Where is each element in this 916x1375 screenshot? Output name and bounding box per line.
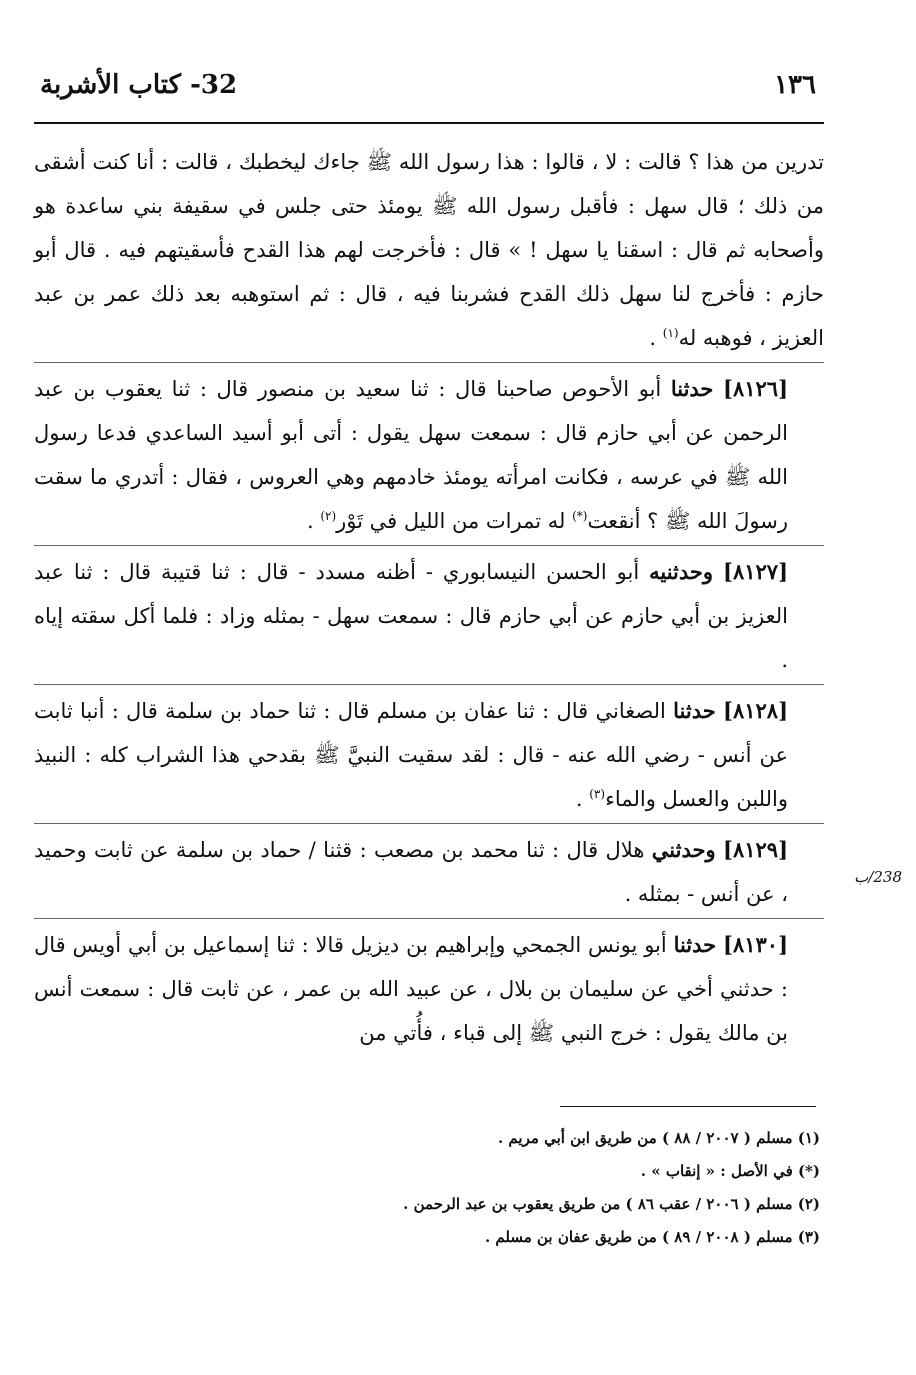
hadith-8129: [٨١٢٩] وحدثني هلال قال : ثنا محمد بن مصعب : قثنا / حماد بن سلمة عن ثابت وحميد ، عن أنس - بمثله . [34,837,788,906]
hadith-8127: [٨١٢٧] وحدثنيه أبو الحسن النيسابوري - أظنه مسدد - قال : ثنا قتيبة قال : ثنا عبد العزيز بن أبي حازم عن أبي حازم قال : سمعت سهل - بمثله وزاد : فلما أكل سقته إياه . [34,559,788,672]
footnote: (*) في الأصل : « إنقاب » . [640,1162,820,1180]
footnote-ref: (٣) [589,787,606,801]
paragraph-divider [34,918,824,919]
hadith-lead: حدثنا [670,376,714,401]
footnotes [34,1122,820,1254]
main-text [34,140,824,1055]
footnote: (٢) مسلم ( ٢٠٠٦ / عقب ٨٦ ) من طريق يعقوب بن عبد الرحمن . [403,1195,820,1213]
chapter-title: 32- كتاب الأشربة [40,70,238,100]
hadith-number: [٨١٢٧] [723,559,788,584]
paragraph-divider [34,684,824,685]
page-header [34,66,824,118]
footnote-ref: (٢) [320,509,337,523]
hadith-8130: [٨١٣٠] حدثنا أبو يونس الجمحي وإبراهيم بن ديزيل قالا : ثنا إسماعيل بن أبي أويس قال : حدثني أخي عن سليمان بن بلال ، عن عبيد الله بن عمر ، عن ثابت قال : سمعت أنس بن مالك يقول : خرج النبي ﷺ إلى قباء ، فأُتي من [34,932,788,1045]
manuscript-folio-marker: 238/ب [854,868,902,886]
hadith-number: [٨١٢٦] [723,376,788,401]
page-number: ١٣٦ [774,70,816,100]
paragraph-divider [34,362,824,363]
paragraph-divider [34,545,824,546]
hadith-number: [٨١٢٩] [723,837,788,862]
paragraph-divider [34,823,824,824]
paragraph-continuation: تدرين من هذا ؟ قالت : لا ، قالوا : هذا رسول الله ﷺ جاءك ليخطبك ، قالت : أنا كنت أشقى من ذلك ؛ قال سهل : فأقبل رسول الله ﷺ يومئذ حتى جلس في سقيفة بني ساعدة هو وأصحابه ثم قال : اسقنا يا سهل ! » قال : فأخرجت لهم هذا القدح فأسقيتهم فيه . قال أبو حازم : فأخرج لنا سهل ذلك القدح فشربنا فيه ، قال : ثم استوهبه بعد ذلك عمر بن عبد العزيز ، فوهبه له$^{(١)}$ . [34,150,824,350]
hadith-8126: [٨١٢٦] حدثنا أبو الأحوص صاحبنا قال : ثنا سعيد بن منصور قال : ثنا يعقوب بن عبد الرحمن عن أبي حازم قال : سمعت سهل يقول : أتى أبو أسيد الساعدي فدعا رسول الله ﷺ في عرسه ، فكانت امرأته يومئذ خادمهم وهي العروس ، فقال : أتدري ما سقت رسولَ الله ﷺ ؟ أنقعت(*) له تمرات من الليل في تَوْر$^{(٢)}$ . [34,376,788,533]
footnote: (١) مسلم ( ٢٠٠٧ / ٨٨ ) من طريق ابن أبي مريم . [497,1129,820,1147]
footnote-ref: (١) [662,326,679,340]
hadith-lead: وحدثنيه [649,559,714,584]
header-rule [34,122,824,124]
footnote-rule [560,1106,816,1107]
hadith-number: [٨١٢٨] [723,698,788,723]
hadith-8128: [٨١٢٨] حدثنا الصغاني قال : ثنا عفان بن مسلم قال : ثنا حماد بن سلمة قال : أنبا ثابت عن أنس - رضي الله عنه - قال : لقد سقيت النبيَّ ﷺ بقدحي هذا الشراب كله : النبيذ واللبن والعسل والماء$^{(٣)}$ . [34,698,788,811]
hadith-lead: وحدثني [651,837,716,862]
footnote-ref: (*) [572,509,588,523]
hadith-lead: حدثنا [673,698,716,723]
hadith-lead: حدثنا [673,932,717,957]
hadith-number: [٨١٣٠] [723,932,788,957]
footnote: (٣) مسلم ( ٢٠٠٨ / ٨٩ ) من طريق عفان بن مسلم . [484,1228,820,1246]
